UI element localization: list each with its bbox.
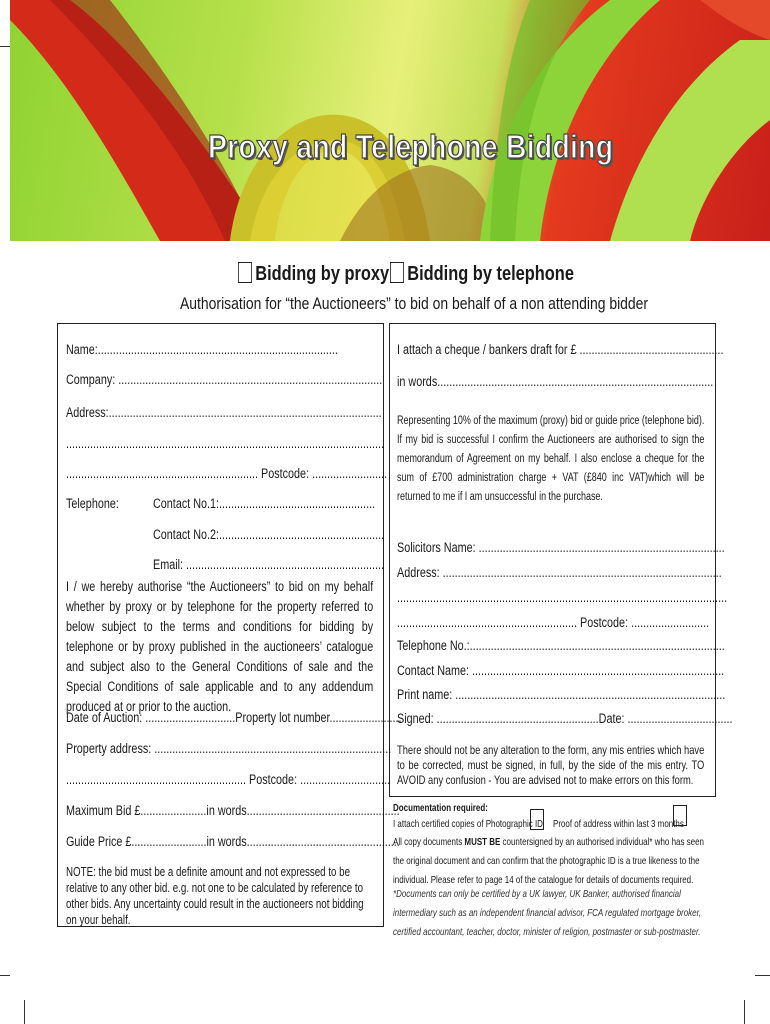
all-copy-paragraph: [393, 833, 711, 890]
contact-no1-field[interactable]: Contact No.1:....................................................: [153, 496, 376, 511]
crop-mark: [24, 1000, 25, 1024]
solicitors-address-field[interactable]: Address: .............................................................................................: [397, 565, 722, 580]
address-line2-field[interactable]: ..........................................................................................................: [66, 436, 385, 451]
email-field[interactable]: Email: ..................................................................: [153, 557, 385, 572]
photo-id-line: [393, 815, 543, 834]
crop-mark: [755, 975, 770, 976]
property-address-field[interactable]: Property address: ...............................................................................: [66, 741, 392, 756]
guide-price-field[interactable]: Guide Price £.........................in words...................................................: [66, 834, 400, 849]
proof-address-label: Proof of address within last 3 months: [553, 818, 684, 830]
telephone-label: Telephone:: [66, 496, 119, 511]
property-postcode-field[interactable]: ............................................................ Postcode: ..............................: [66, 772, 391, 787]
address-field[interactable]: Address:...........................................................................................: [66, 405, 382, 420]
date-of-auction-field[interactable]: Date of Auction: ..............................Property lot number.........................: [66, 710, 405, 725]
bid-note: NOTE: the bid must be a definite amount and not expressed to be relative to any other bid. e.g. not one to be calculated by reference to other bids. Any uncertainty could result in the auctioneers not bidding on your behalf.: [66, 865, 364, 927]
authorise-paragraph: I / we hereby authorise “the Auctioneers” to bid on my behalf whether by proxy or by telephone for the property referred to below subject to the terms and conditions for bidding by telephone or by proxy published in the auctioneers’ catalogue and subject also to the General Conditions of sale and the Special Conditions of sale applicable and to any addendum produced at or prior to the auction.: [66, 579, 374, 714]
proxy-label: Bidding by proxy: [255, 263, 390, 285]
solicitors-name-field[interactable]: Solicitors Name: ..................................................................................: [397, 540, 725, 555]
crop-mark: [744, 1000, 745, 1024]
telephone-checkbox[interactable]: [390, 262, 404, 283]
alteration-warning: There should not be any alteration to the form, any mis entries which have to be corrected, must be signed, in full, by the side of the mis entry. TO AVOID any confusion - You are advised not to make errors on this form.: [397, 743, 705, 787]
telephone-label: Bidding by telephone: [407, 263, 574, 285]
proof-address-checkbox[interactable]: [673, 805, 687, 826]
must-be-emphasis: MUST BE: [464, 836, 501, 848]
photo-id-checkbox[interactable]: [530, 809, 544, 830]
contact-name-field[interactable]: Contact Name: ....................................................................................: [397, 663, 725, 678]
documentation-heading: Documentation required:: [393, 802, 488, 814]
crop-mark: [0, 46, 10, 47]
name-field[interactable]: Name:................................................................................: [66, 342, 338, 357]
crop-mark: [0, 975, 10, 976]
company-field[interactable]: Company: ........................................................................................: [66, 372, 383, 387]
page-title: Proxy and Telephone Bidding: [208, 128, 614, 165]
solicitors-telephone-field[interactable]: Telephone No.:.....................................................................................: [397, 638, 725, 653]
address-postcode-field[interactable]: ................................................................ Postcode: .........................: [66, 466, 388, 481]
bidding-by-proxy-option[interactable]: [238, 262, 389, 286]
solicitors-address-line2-field[interactable]: ..............................................................................................................: [397, 590, 728, 605]
cheque-amount-field[interactable]: I attach a cheque / bankers draft for £ ................................................: [397, 342, 724, 357]
amount-in-words-field[interactable]: in words............................................................................................: [397, 374, 714, 389]
proxy-checkbox[interactable]: [238, 262, 252, 283]
maximum-bid-field[interactable]: Maximum Bid £......................in words...................................................: [66, 803, 400, 818]
header-banner: [10, 0, 770, 241]
all-copy-rest: countersigned by an authorised individual* who has seen the original document and can confirm that the photographic ID is a true likeness to the individual. Please refer to page 14 of the catalogue for details of documents required.: [393, 836, 704, 886]
solicitors-postcode-field[interactable]: ............................................................ Postcode: ..........................: [397, 615, 710, 630]
print-name-field[interactable]: Print name: ..........................................................................................: [397, 687, 726, 702]
banner-graphic: [10, 0, 770, 241]
signed-date-field[interactable]: Signed: ......................................................Date: ...................................: [397, 711, 733, 726]
authorisation-subtitle: Authorisation for “the Auctioneers” to bid on behalf of a non attending bidder: [180, 294, 649, 313]
certification-footnote: *Documents can only be certified by a UK lawyer, UK Banker, authorised financial intermediary such as an independent financial advisor, FCA regulated mortgage broker, certified accountant, teacher, doctor, minister of religion, postmaster or sub-postmaster.: [393, 888, 702, 938]
bidding-by-telephone-option[interactable]: [390, 262, 574, 286]
contact-no2-field[interactable]: Contact No.2:.......................................................: [153, 527, 385, 542]
representing-paragraph: Representing 10% of the maximum (proxy) bid or guide price (telephone bid). If my bid is successful I confirm the Auctioneers are authorised to sign the memorandum of Agreement on my behalf. I also enclose a cheque for the sum of £700 administration charge + VAT (£840 inc VAT)which will be returned to me if I am unsuccessful in the purchase.: [397, 415, 705, 503]
all-copy-start: All copy documents: [393, 836, 465, 848]
photo-id-label: I attach certified copies of Photographic ID: [393, 818, 543, 830]
